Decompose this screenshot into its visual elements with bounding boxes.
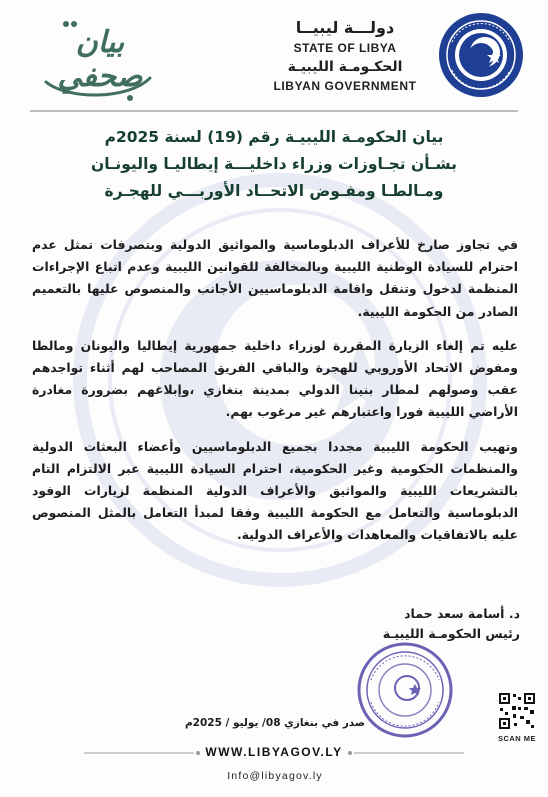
letterhead [0,0,548,112]
signatory-name: د. أسامة سعد حماد [404,606,520,621]
website-strip [84,740,464,766]
state-name-arabic: دولـــة ليبيــا [295,18,395,37]
body-paragraph-1: في تجاوز صارخ للأعراف الدبلوماسية والمواثيق الدولية وبتصرفات تمثل عدم احترام للسيادة الوطنية الليبية وبالمخالفة للقوانين الليبية وعدم اتباع الإجراءات المنظمة لدخول وتنقل واقامة الدبلوماسيين الأجانب والمنصوص عليها بالتعميم الصادر من الحكومة الليبية. [32,237,518,319]
government-name-arabic: الحكـومـة الليبيـة [287,59,403,75]
signatory-title: رئيس الحكومـة الليبيـة [382,626,520,641]
qr-code-icon[interactable] [498,692,536,730]
website-link[interactable]: WWW.LIBYAGOV.LY [205,745,343,759]
title-line-3: ومـالطـا ومفـوض الاتحــاد الأوربـــي للهجـرة [104,182,444,200]
title-line-1: بيان الحكومـة الليبيـة رقم (19) لسنة 2025م [104,128,444,146]
government-identity [270,18,420,94]
scan-me-label: SCAN ME [497,734,537,743]
signature-block [340,604,520,644]
state-name-english: STATE OF LIBYA [293,41,397,55]
press-release-label: بيان صحفي [57,25,143,94]
title-line-2: بشـأن تجـاوزات وزراء داخليـــة إيطاليـا واليونـان [91,155,457,173]
government-name-english: LIBYAN GOVERNMENT [273,79,417,93]
header-divider [30,110,518,112]
body-paragraph-3: وتهيب الحكومة الليبية مجددا بجميع الدبلوماسيين وأعضاء البعثات الدولية والمنظمات الحكومية وغير الحكومية، احترام السيادة الليبية عبر الالتزام التام بالتشريعات الليبية والمواثيق والأعراف الدولية المنظمة لزيارات الوفود الدبلوماسية والتعامل مع الحكومة الليبية وفقا لمبدأ التعامل بالمثل المنصوص عليه بالاتفاقيات والمعاهدات والأعراف الدولية. [32,438,518,543]
libyan-government-seal-icon [438,12,524,98]
issue-date: صدر في بنغازي 08/ يوليو / 2025م [184,717,366,729]
body-paragraph-2: عليه تم إلغاء الزيارة المقررة لوزراء داخلية جمهورية إيطاليا واليونان ومالطا ومفوض الاتحاد الأوروبي للهجرة والباقي الفريق المصاحب لهم أثناء تواجدهم عقب وصولهم لمطار بنينا الدولي بمدينة بنغازي ،وإبلاغهم بضرورة مغادرة الأراضي الليبية فورا واعتبارهم غير مرغوب بهم. [32,337,518,420]
email-address[interactable]: Info@libyagov.ly [227,770,323,782]
statement-title [28,124,520,205]
statement-body [32,234,518,559]
